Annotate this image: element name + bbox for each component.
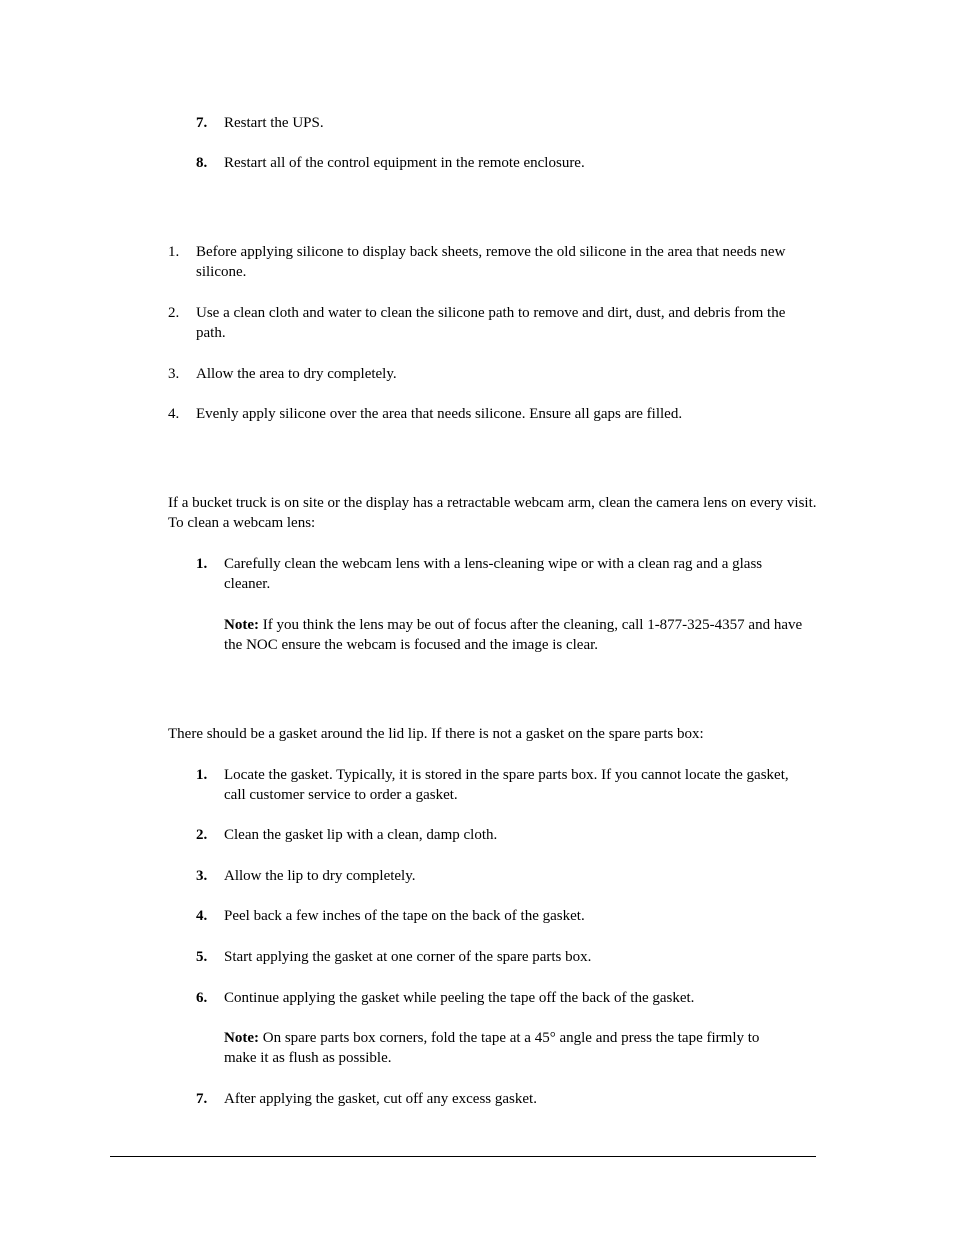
step-text: Evenly apply silicone over the area that needs silicone. Ensure all gaps are filled.: [196, 406, 683, 422]
note-text: If you think the lens may be out of focus after the cleaning, call 1-877-325-4357 and have the NOC ensure the webcam is focused and the image is clear.: [224, 617, 803, 653]
step-text: Carefully clean the webcam lens with a lens-cleaning wipe or with a clean rag and a glass cleaner.: [224, 556, 763, 592]
step-number: 3.: [168, 366, 180, 382]
note-label: Note:: [224, 1030, 259, 1046]
step-text: Allow the lip to dry completely.: [224, 868, 416, 884]
gasket-intro: There should be a gasket around the lid lip. If there is not a gasket on the spare parts box:: [168, 726, 704, 742]
step-number: 6.: [196, 990, 208, 1006]
step-text: Use a clean cloth and water to clean the silicone path to remove and dirt, dust, and debris from the path.: [196, 305, 786, 341]
step-text: Restart all of the control equipment in the remote enclosure.: [224, 155, 585, 171]
step-number: 1.: [196, 767, 208, 783]
step-number: 8.: [196, 155, 208, 171]
step-number: 1.: [168, 244, 180, 260]
footer-rule: [110, 1156, 816, 1157]
step-number: 2.: [168, 305, 180, 321]
step-text: Peel back a few inches of the tape on the back of the gasket.: [224, 908, 585, 924]
step-text: Start applying the gasket at one corner of the spare parts box.: [224, 949, 592, 965]
step-text: Restart the UPS.: [224, 115, 324, 131]
webcam-intro: If a bucket truck is on site or the display has a retractable webcam arm, clean the camera lens on every visit. To clean a webcam lens:: [168, 495, 817, 531]
step-number: 2.: [196, 827, 208, 843]
step-text: Continue applying the gasket while peeling the tape off the back of the gasket.: [224, 990, 695, 1006]
step-number: 7.: [196, 115, 208, 131]
step-number: 4.: [168, 406, 180, 422]
step-text: Allow the area to dry completely.: [196, 366, 397, 382]
step-number: 7.: [196, 1091, 208, 1107]
webcam-note: [224, 615, 814, 655]
gasket-note: [224, 1028, 782, 1068]
note-text: On spare parts box corners, fold the tape at a 45° angle and press the tape firmly to make it as flush as possible.: [224, 1030, 760, 1066]
step-text: Before applying silicone to display back sheets, remove the old silicone in the area that needs new silicone.: [196, 244, 786, 280]
step-text: After applying the gasket, cut off any excess gasket.: [224, 1091, 537, 1107]
step-number: 4.: [196, 908, 208, 924]
step-number: 3.: [196, 868, 208, 884]
step-number: 5.: [196, 949, 208, 965]
step-text: Locate the gasket. Typically, it is stored in the spare parts box. If you cannot locate the gasket, call customer service to order a gasket.: [224, 767, 789, 803]
step-number: 1.: [196, 556, 208, 572]
step-text: Clean the gasket lip with a clean, damp cloth.: [224, 827, 498, 843]
note-label: Note:: [224, 617, 259, 633]
